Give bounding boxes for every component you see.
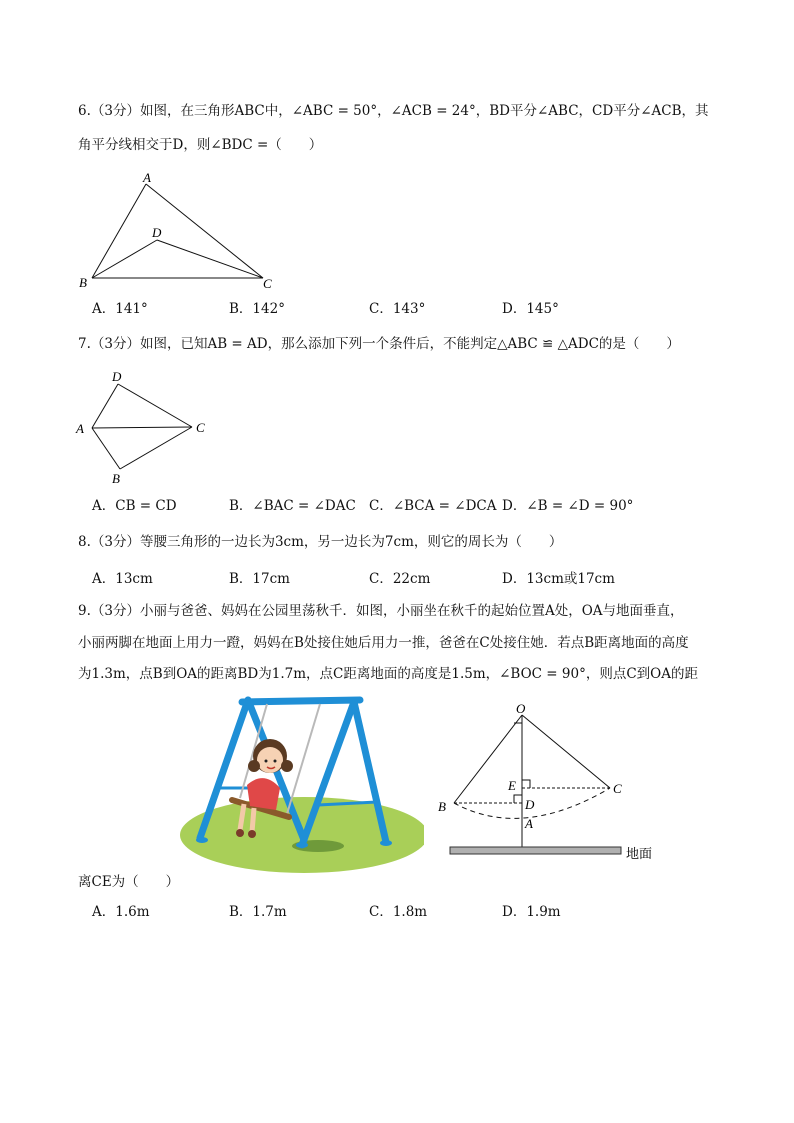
q9-label-d: D bbox=[525, 797, 535, 812]
q8-option-b[interactable]: B．17cm bbox=[229, 571, 290, 587]
q6-option-c[interactable]: C．143° bbox=[369, 301, 426, 317]
q9-label-b: B bbox=[438, 799, 446, 814]
q7-label-c: C bbox=[196, 420, 205, 435]
q7-kite-figure bbox=[74, 364, 214, 486]
q8-option-c[interactable]: C．22cm bbox=[369, 571, 431, 587]
q9-label-c: C bbox=[613, 781, 622, 796]
swing-illustration bbox=[172, 690, 424, 875]
q7-label-a: A bbox=[76, 421, 84, 436]
q6-option-a[interactable]: A．141° bbox=[92, 301, 148, 317]
q9-text-line3: 为1.3m，点B到OA的距离BD为1.7m，点C距离地面的高度是1.5m，∠BOC = 90°，则点C到OA的距 bbox=[78, 666, 698, 682]
q9-option-d[interactable]: D．1.9m bbox=[502, 904, 561, 920]
q9-label-o: O bbox=[516, 701, 526, 716]
q8-option-d[interactable]: D．13cm或17cm bbox=[502, 571, 615, 587]
q6-triangle-figure bbox=[76, 168, 286, 293]
q6-label-c: C bbox=[263, 276, 272, 291]
q7-option-b[interactable]: B．∠BAC = ∠DAC bbox=[229, 498, 356, 514]
q7-label-d: D bbox=[112, 369, 122, 384]
q8-option-a[interactable]: A．13cm bbox=[92, 571, 153, 587]
q6-text-line1: 6.（3分）如图，在三角形ABC中，∠ABC = 50°，∠ACB = 24°，BD平分∠ABC，CD平分∠ACB，其 bbox=[78, 103, 709, 119]
q6-label-d: D bbox=[152, 225, 162, 240]
q9-option-a[interactable]: A．1.6m bbox=[92, 904, 150, 920]
q7-label-b: B bbox=[112, 471, 120, 486]
q6-option-d[interactable]: D．145° bbox=[502, 301, 559, 317]
q9-text-line1: 9.（3分）小丽与爸爸、妈妈在公园里荡秋千．如图，小丽坐在秋千的起始位置A处，OA与地面垂直， bbox=[78, 603, 684, 619]
q6-label-a: A bbox=[143, 170, 151, 185]
q6-text-line2: 角平分线相交于D，则∠BDC =（ ） bbox=[78, 137, 323, 153]
q9-text-line2: 小丽两脚在地面上用力一蹬，妈妈在B处接住她后用力一推，爸爸在C处接住她．若点B距离地面的高度 bbox=[78, 635, 689, 651]
q9-option-c[interactable]: C．1.8m bbox=[369, 904, 428, 920]
q8-text: 8.（3分）等腰三角形的一边长为3cm，另一边长为7cm，则它的周长为（ ） bbox=[78, 534, 563, 550]
q9-label-a: A bbox=[525, 816, 533, 831]
q7-option-d[interactable]: D．∠B = ∠D = 90° bbox=[502, 498, 634, 514]
q7-text: 7.（3分）如图，已知AB = AD，那么添加下列一个条件后，不能判定△ABC ≌ △ADC的是（ ） bbox=[78, 336, 680, 352]
q9-option-b[interactable]: B．1.7m bbox=[229, 904, 287, 920]
q6-label-b: B bbox=[79, 275, 87, 290]
q9-label-ground: 地面 bbox=[626, 847, 653, 862]
q7-option-a[interactable]: A．CB = CD bbox=[92, 498, 177, 514]
q9-geometry-diagram bbox=[432, 700, 666, 868]
q7-option-c[interactable]: C．∠BCA = ∠DCA bbox=[369, 498, 497, 514]
q6-option-b[interactable]: B．142° bbox=[229, 301, 285, 317]
q9-text-line4: 离CE为（ ） bbox=[78, 874, 180, 890]
q9-label-e: E bbox=[508, 778, 516, 793]
